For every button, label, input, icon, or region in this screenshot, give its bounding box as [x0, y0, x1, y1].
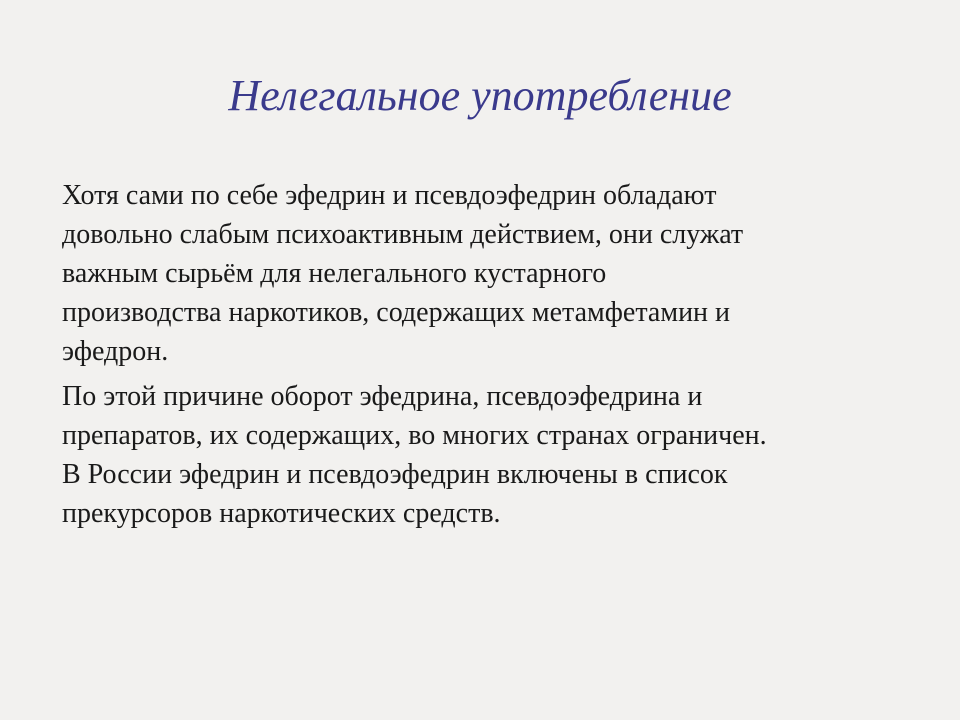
paragraph-line: эфедрон. — [62, 336, 169, 367]
paragraph-line: препаратов, их содержащих, во многих странах ограничен. — [62, 420, 767, 451]
paragraph-line: производства наркотиков, содержащих метамфетамин и — [62, 297, 731, 328]
paragraph-line: В России эфедрин и псевдоэфедрин включены в список — [62, 459, 728, 490]
paragraph-line: прекурсоров наркотических средств. — [62, 498, 501, 529]
slide-body — [62, 176, 922, 539]
paragraph-ephedrine-raw-material — [62, 176, 922, 371]
paragraph-line: важным сырьём для нелегального кустарного — [62, 258, 607, 289]
paragraph-line: довольно слабым психоактивным действием, они служат — [62, 219, 744, 250]
slide-title: Нелегальное употребление — [228, 71, 732, 120]
paragraph-line: Хотя сами по себе эфедрин и псевдоэфедрин обладают — [62, 180, 717, 211]
paragraph-line: По этой причине оборот эфедрина, псевдоэфедрина и — [62, 381, 703, 412]
paragraph-restrictions — [62, 377, 922, 533]
